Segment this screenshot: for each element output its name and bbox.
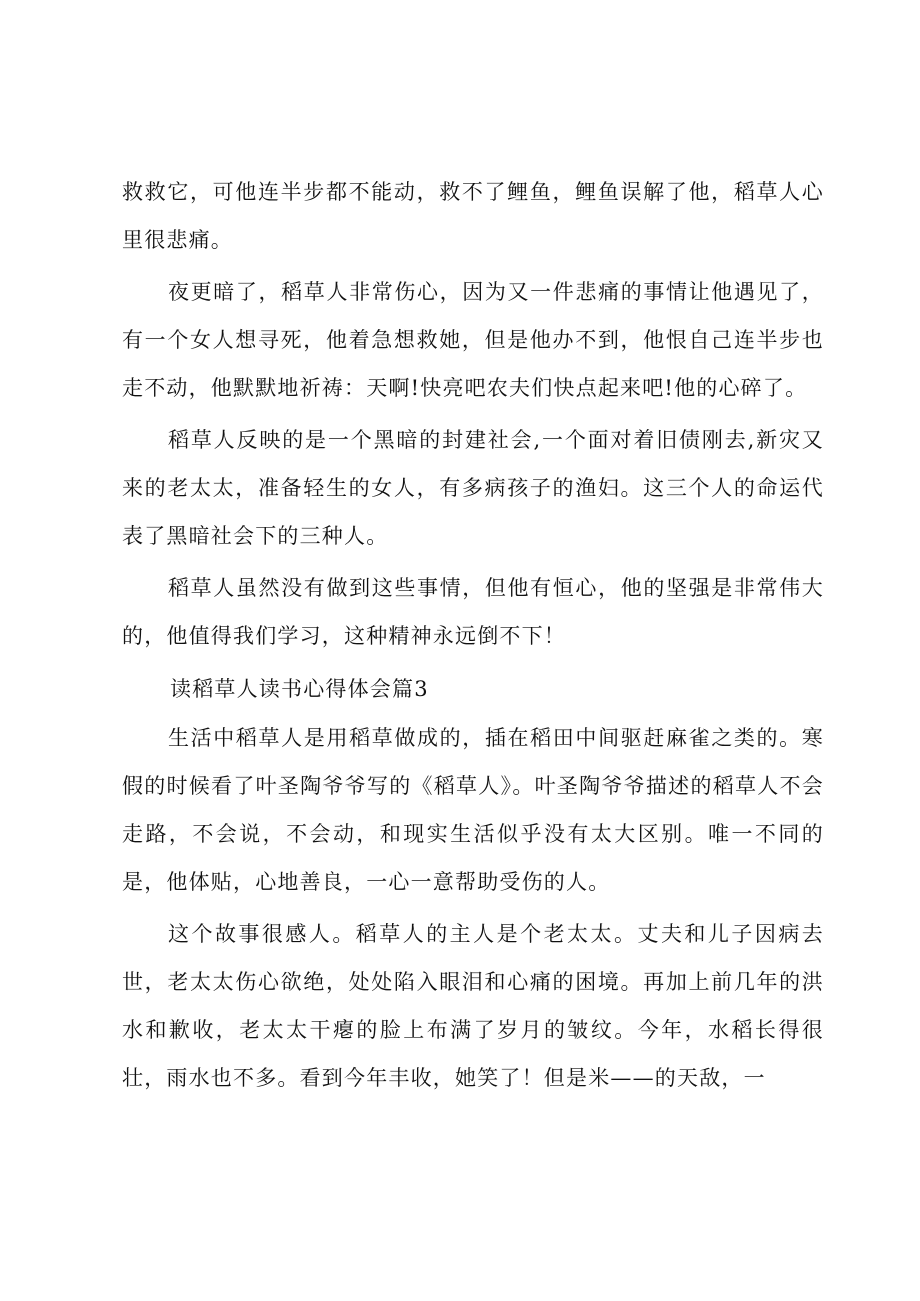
paragraph-life-scarecrow: 生活中稻草人是用稻草做成的，插在稻田中间驱赶麻雀之类的。寒假的时候看了叶圣陶爷爷写的《稻草人》。叶圣陶爷爷描述的稻草人不会走路，不会说，不会动，和现实生活似乎没有太大区别。唯一不同的是，他体贴，心地善良，一心一意帮助受伤的人。 (122, 726, 824, 894)
paragraph-story: 这个故事很感人。稻草人的主人是个老太太。丈夫和儿子因病去世，老太太伤心欲绝，处处陷入眼泪和心痛的困境。再加上前几年的洪水和歉收，老太太干瘪的脸上布满了岁月的皱纹。今年，水稻长得很壮，雨水也不多。看到今年丰收，她笑了！但是米——的天敌，一 (122, 922, 824, 1090)
paragraph-continuation: 救救它，可他连半步都不能动，救不了鲤鱼，鲤鱼误解了他，稻草人心里很悲痛。 (122, 180, 824, 252)
section-heading: 读稻草人读书心得体会篇3 (170, 677, 429, 701)
paragraph-night: 夜更暗了，稻草人非常伤心，因为又一件悲痛的事情让他遇见了，有一个女人想寻死，他着急想救她，但是他办不到，他恨自己连半步也走不动，他默默地祈祷：天啊!快亮吧农夫们快点起来吧!他的心碎了。 (122, 280, 824, 400)
document-body (122, 168, 824, 1106)
paragraph-society: 稻草人反映的是一个黑暗的封建社会,一个面对着旧债刚去,新灾又来的老太太，准备轻生的女人，有多病孩子的渔妇。这三个人的命运代表了黑暗社会下的三种人。 (122, 428, 824, 548)
paragraph-perseverance: 稻草人虽然没有做到这些事情，但他有恒心，他的坚强是非常伟大的，他值得我们学习，这种精神永远倒不下！ (122, 576, 824, 648)
